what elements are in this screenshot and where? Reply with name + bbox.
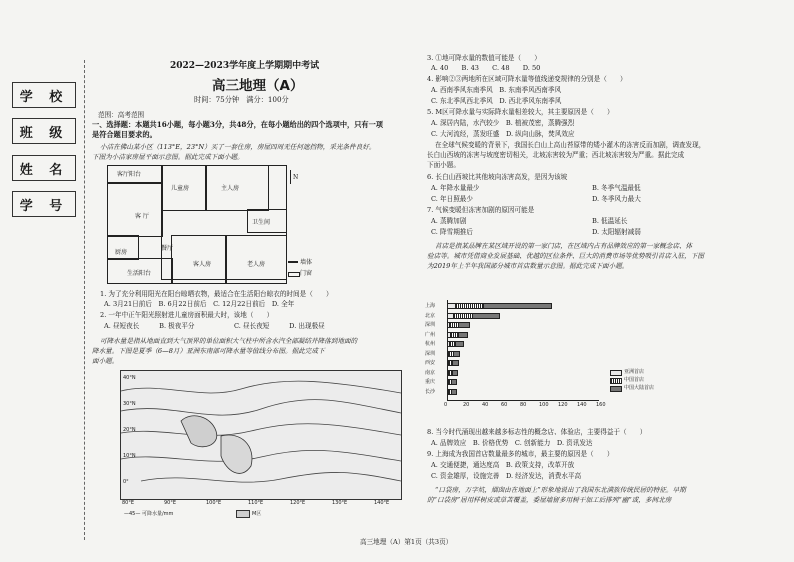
precipitable-water-map [120,370,402,500]
category-label: 西安 [425,360,436,366]
x-tick-label: 60 [501,402,508,408]
category-label: 深圳 [425,322,436,328]
passage4-line1: 首店是指某品牌在某区域开设的第一家门店，在区域内占有品牌效应的第一家概念店、体 [435,242,693,250]
legend-label: 中国大陆首店 [624,385,655,391]
passage5-line2: 的“口袋房”居用样树皮或草苫覆盖，委屋墙留多用树干加工后排列“幽”或，多间北房 [427,496,672,504]
page-footer: 高三地理（A）第1页（共3页） [360,538,453,546]
floorplan [107,165,285,282]
passage3-line1: 在全球气候变暖的背景下，我国长白山上高山苔原带的矮小灌木的冻害反而加剧，调查发现， [435,141,706,149]
passage4-line2: 验店等。城市凭借商业发展基础、优越的区位条件、巨大的消费市场等优势吸引首店入驻，下图 [427,252,704,260]
category-label: 长沙 [425,388,436,395]
exam-scope: 范围：高考范围 [98,111,145,119]
q6-option-b: B. 冬季气温最低 [592,184,641,192]
binding-line [84,60,85,540]
bar-segment [458,332,468,338]
student-id-label: 学 号 [12,191,76,217]
room-living: 客 厅 [135,213,149,220]
bar-segment [451,389,457,395]
lon-label: 130°E [332,500,348,506]
bar-segment [452,370,458,376]
lon-label: 100°E [206,500,222,506]
lon-label: 90°E [164,500,177,506]
q1-options: A. 3月21日前后 B. 6月22日前后 C. 12月22日前后 D. 全年 [104,300,295,308]
x-tick-label: 120 [558,402,568,408]
room-kids: 儿童房 [171,185,190,192]
q1-stem: 1. 为了充分利用阳光在阳台晾晒衣物，最适合在生活阳台晾衣的时间是（ ） [100,290,333,298]
q7-option-c: C. 降雪期推后 [431,228,473,236]
q7-option-d: D. 太阳辐射减弱 [592,228,641,236]
room-master: 主人房 [221,185,240,192]
m-region-legend-swatch [236,510,250,518]
category-label: 南京 [425,369,436,376]
category-label: 上海 [425,303,436,309]
lat-label: 20°N [123,427,136,433]
bar-segment [451,379,457,385]
bar-segment [472,313,501,319]
door-legend-icon [288,272,300,277]
q8-stem: 8. 当今时代涌现出越来越多标志性的概念店、体验店，主要得益于（ ） [427,428,647,436]
bar-segment [452,360,460,366]
legend-label: 中国首店 [624,377,645,383]
lat-label: 10°N [123,453,136,459]
q7-option-b: B. 低温延长 [592,217,628,225]
q6-option-c: C. 年日照最少 [431,195,473,203]
category-label: 广州 [425,331,436,338]
q9-stem: 9. 上海成为我国首店数量最多的城市，最主要的原因是（ ） [427,450,614,458]
q7-option-a: A. 蒸腾加剧 [431,217,467,225]
isoline-legend: —45— 可降水量/mm [124,511,174,517]
bar-segment [455,341,465,347]
chart-x-axis [447,400,599,401]
door-legend-label: 门窗 [300,270,313,277]
room-elder: 老人房 [247,261,266,268]
bar-segment [483,303,552,309]
q2-options-cd: C. 昼长夜短 D. 出现极昼 [234,322,325,330]
passage1-line1: 小洁在佛山某小区（113°E，23°N）买了一套住房，房屋四周无任何遮挡物，采光条件良好。 [100,143,376,151]
room-kitchen: 厨房 [115,249,128,256]
x-tick-label: 80 [520,402,527,408]
passage5-line1: “口袋房，万字炕，烟囱由在地面上”形象地说出了我国东北满族传统民居的特征。早期 [435,486,686,494]
lat-label: 30°N [123,401,136,407]
q2-options-ab: A. 昼短夜长 B. 极夜平分 [104,322,195,330]
passage3-line3: 下面小题。 [427,161,460,169]
q2-stem: 2. 一年中正午阳光照射进儿童房面积最大时，该地（ ） [100,311,274,319]
q4-options-cd: C. 东北季风西北季风 D. 西北季风东南季风 [431,97,562,105]
exam-meta: 时间：75分钟 满分：100分 [194,95,289,104]
legend-label: 亚洲首店 [624,369,645,375]
passage1-line2: 下图为小洁家房屋平面示意图。据此完成下面小题。 [92,153,244,161]
subject-title: 高三地理（A） [212,78,304,94]
room-living-balcony: 客厅阳台 [117,171,142,178]
x-tick-label: 100 [539,402,549,408]
q9-options-ab: A. 交通便捷，通达度高 B. 政策支持，改革开放 [431,461,575,469]
category-label: 杭州 [425,341,436,347]
category-label: 北京 [425,312,436,319]
lon-label: 140°E [374,500,390,506]
chart-y-axis [447,300,448,400]
wall-legend-label: 墙体 [300,259,313,266]
lon-label: 80°E [122,500,135,506]
lat-label: 40°N [123,375,136,381]
q5-stem: 5. M区可降水量与实际降水量相差较大，其主要原因是（ ） [427,108,614,116]
x-tick-label: 40 [482,402,489,408]
category-label: 重庆 [425,379,436,385]
q5-options-cd: C. 大河流经，蒸发旺盛 D. 纵向山脉，焚风效应 [431,130,575,138]
room-utility: 生活阳台 [127,270,152,277]
isoline-map-svg [121,371,401,499]
q6-stem: 6. 长白山西坡比其他坡向冻害高发，是因为该坡 [427,173,568,181]
exam-title: 2022—2023学年度上学期期中考试 [170,61,320,71]
q5-options-ab: A. 深居内陆，水汽较少 B. 植被茂密，蒸腾强烈 [431,119,575,127]
lon-label: 110°E [248,500,264,506]
compass-label: N [293,174,299,181]
q9-options-cd: C. 资金雄厚，设施完善 D. 经济发达，消费水平高 [431,472,582,480]
q6-option-a: A. 年降水量最少 [431,184,480,192]
bar-segment [453,351,461,357]
bar-segment [453,313,474,319]
first-store-chart [425,300,685,412]
q3-options: A. 40 B. 43 C. 48 D. 50 [431,64,541,72]
passage2-line1: 可降水量是指从地面直到大气顶界的单位面积大气柱中所含水汽全部凝结并降落到地面的 [100,337,358,345]
lon-label: 120°E [290,500,306,506]
room-dining: 餐厅 [161,245,174,252]
q8-options: A. 品牌效应 B. 价格优势 C. 创新能力 D. 资讯发达 [431,439,593,447]
section1-heading-cont: 是符合题目要求的。 [92,130,157,139]
passage2-line2: 降水量。下图是夏季（6—8月）亚洲东南部可降水量等值线分布图。据此完成下 [92,347,325,355]
class-label: 班 级 [12,118,76,144]
name-label: 姓 名 [12,155,76,181]
category-label: 深圳 [425,350,436,357]
m-region-legend-label: M区 [252,511,262,517]
passage3-line2: 长白山西坡的冻害与坡度密切相关，北坡冻害较为严重；西北坡冻害较为严重。据此完成 [427,151,685,159]
lat-label: 0° [123,479,129,485]
passage2-line3: 面小题。 [92,357,119,365]
q4-stem: 4. 影响②③两地所在区域可降水量等值线递变规律的分别是（ ） [427,75,627,83]
legend-swatch [610,386,622,392]
x-tick-label: 140 [577,402,587,408]
wall-legend-icon [288,261,298,263]
section1-heading: 一、选择题：本题共16小题，每小题3分，共48分，在每小题给出的四个选项中，只有一项 [92,120,383,129]
x-tick-label: 20 [463,402,470,408]
q6-option-d: D. 冬季风力最大 [592,195,641,203]
x-tick-label: 0 [444,402,448,408]
x-tick-label: 160 [596,402,606,408]
chart-legend [610,368,684,392]
room-guest: 客人房 [193,261,212,268]
bar-segment [458,322,470,328]
school-label: 学 校 [12,82,76,108]
bar-segment [455,303,486,309]
passage4-line3: 为2019年上半年我国部分城市首店数量示意图。据此完成下面小题。 [427,262,629,270]
compass-arrow-icon [290,170,291,184]
room-bath: 卫生间 [252,219,271,226]
q4-options-ab: A. 西南季风东南季风 B. 东南季风西南季风 [431,86,562,94]
q7-stem: 7. 气候变暖但冻害加剧的原因可能是 [427,206,535,214]
q3-stem: 3. ①地可降水量的数值可能是（ ） [427,54,541,62]
